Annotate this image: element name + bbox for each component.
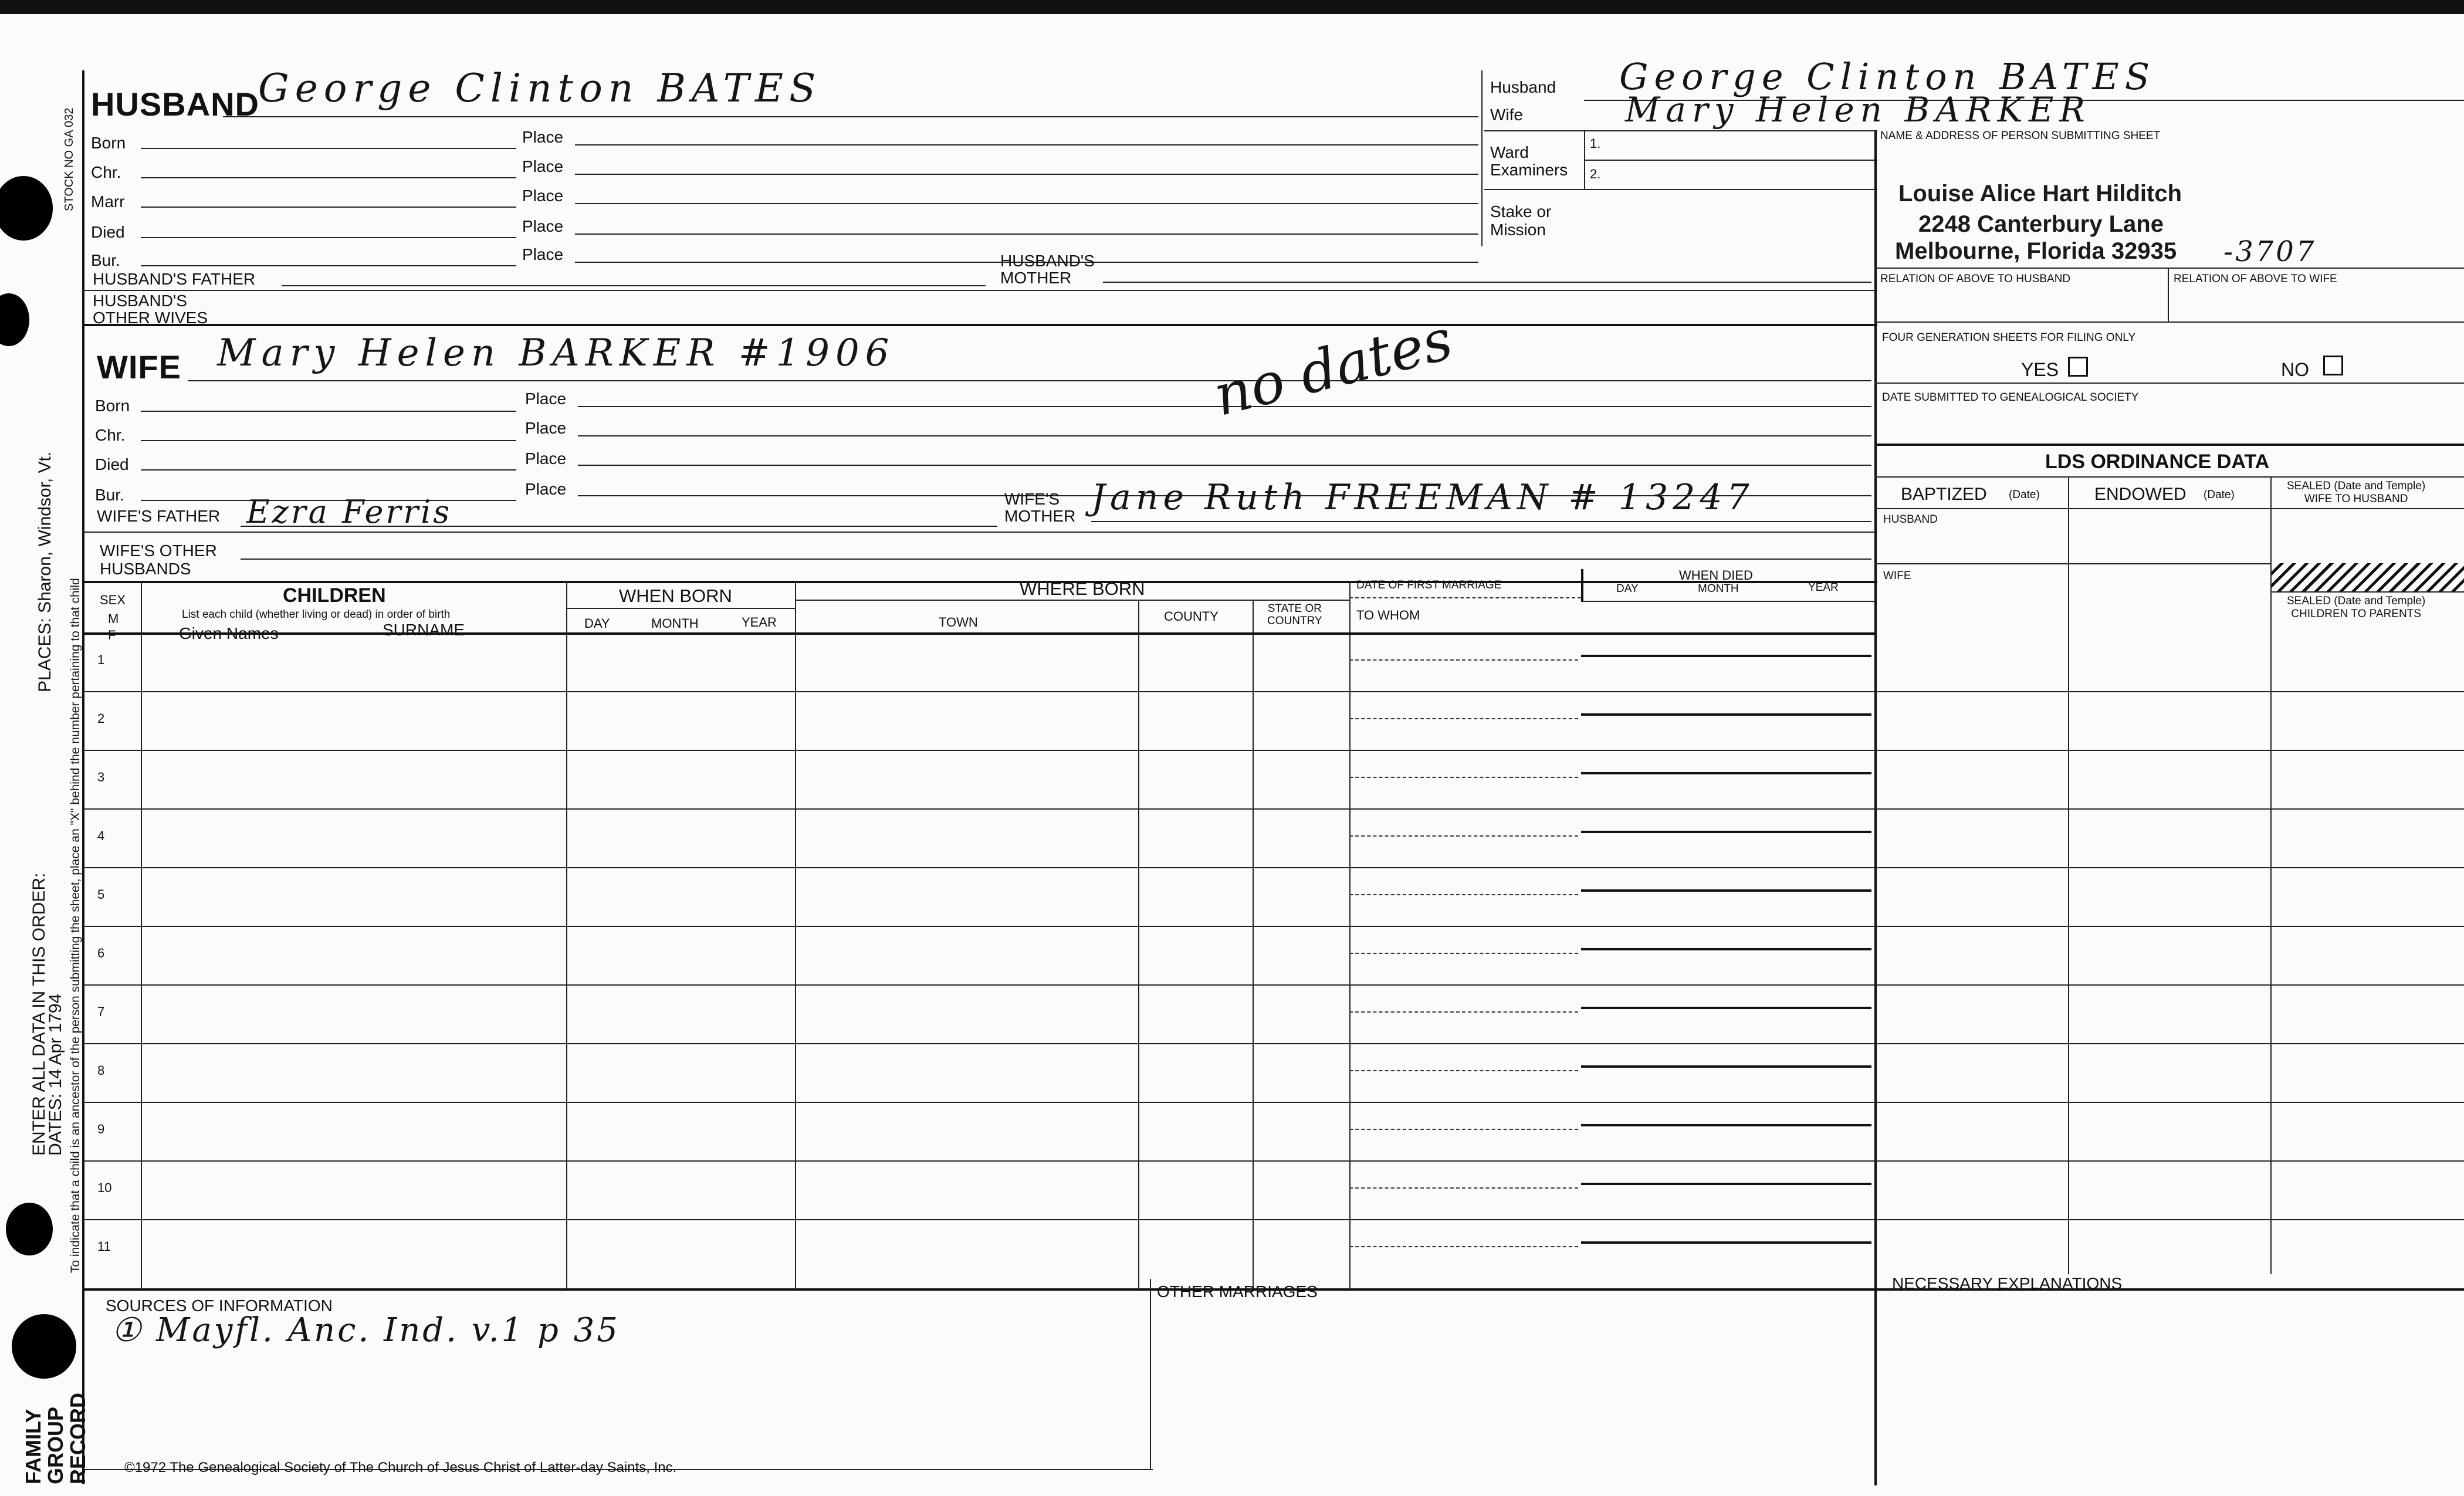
child-row-died-line (1581, 1065, 1871, 1068)
relation-wife-label: RELATION OF ABOVE TO WIFE (2174, 273, 2337, 285)
child-row-died-line (1581, 772, 1871, 774)
header-examiner-divider (1584, 131, 1585, 190)
yes-checkbox[interactable] (2068, 357, 2088, 377)
children-instruction: List each child (whether living or dead) in order of birth (182, 608, 451, 621)
lds-row-line (1874, 1160, 2464, 1162)
child-row-died-line (1581, 1241, 1871, 1244)
header-husband-value: George Clinton BATES (1619, 55, 2156, 98)
lds-row-line (1874, 926, 2464, 927)
husband-name-value: George Clinton BATES (258, 66, 822, 111)
children-header-bottom (82, 632, 1874, 635)
child-row-number: 6 (97, 946, 105, 960)
lds-hatched-box (2272, 563, 2464, 591)
lds-row-line (1874, 1043, 2464, 1044)
header-stake-label: Stake or Mission (1490, 202, 1552, 239)
children-column-divider (566, 581, 567, 1289)
lds-row-line (1874, 750, 2464, 751)
husband-marr-label: Marr (91, 192, 125, 211)
header-wife-line (1484, 130, 1877, 131)
child-row-marriage-dash (1349, 1011, 1578, 1013)
day-label: DAY (584, 616, 610, 631)
where-born-underline (795, 600, 1349, 601)
child-row-marriage-dash (1349, 1187, 1578, 1189)
sex-f-label: F (108, 628, 116, 642)
child-row-number: 1 (97, 652, 105, 667)
lds-row-line (1874, 1102, 2464, 1103)
header-wife-value: Mary Helen BARKER (1625, 90, 2091, 130)
husband-father-bottom-line (82, 290, 1877, 291)
child-row-died-line (1581, 1007, 1871, 1009)
husband-place-label: Place (522, 157, 564, 175)
no-checkbox[interactable] (2323, 356, 2343, 375)
husband-section-bottom (82, 324, 1877, 326)
husband-died-label: Died (91, 223, 125, 241)
wife-mother-value: Jane Ruth FREEMAN # 13247 (1091, 477, 1754, 518)
binder-hole (0, 176, 53, 241)
wife-chr-place-line (578, 435, 1871, 436)
wife-title: WIFE (97, 348, 181, 385)
child-row-died-line (1581, 655, 1871, 657)
dates-instruction: DATES: 14 Apr 1794 (46, 993, 65, 1156)
husband-marr-line (141, 207, 516, 208)
wife-father-value: Ezra Ferris (246, 493, 452, 530)
lds-title-line (1874, 476, 2464, 478)
yes-label: YES (2021, 359, 2059, 380)
wife-chr-line (141, 440, 516, 441)
child-row-number: 10 (97, 1180, 112, 1195)
sex-label: SEX (100, 593, 126, 607)
husband-chr-label: Chr. (91, 163, 121, 181)
lds-baptized-date: (Date) (2009, 489, 2040, 501)
when-born-divider (795, 581, 796, 1289)
lds-row-line (1874, 1219, 2464, 1220)
town-label: TOWN (939, 615, 978, 629)
submitter-name: Louise Alice Hart Hilditch (1898, 181, 2182, 207)
lds-row-line (1874, 808, 2464, 810)
husband-place-label: Place (522, 128, 564, 146)
husband-chr-line (141, 177, 516, 178)
wife-father-label: WIFE'S FATHER (97, 507, 221, 525)
other-marriages-label: OTHER MARRIAGES (1157, 1282, 1318, 1301)
header-ward-label: Ward (1490, 143, 1529, 161)
wife-mother-line (1091, 521, 1871, 522)
wife-place-label: Place (525, 419, 567, 437)
child-row-number: 11 (97, 1239, 111, 1254)
first-marriage-dash (1349, 597, 1581, 598)
when-died-year: YEAR (1808, 581, 1839, 594)
husband-marr-place-line (575, 203, 1478, 204)
sources-value: ① Mayfl. Anc. Ind. v.1 p 35 (111, 1311, 620, 1349)
lds-baptized-label: BAPTIZED (1901, 485, 1987, 504)
wife-born-label: Born (95, 397, 130, 415)
when-died-underline (1581, 601, 1874, 602)
when-born-label: WHEN BORN (619, 585, 732, 606)
child-row-line (82, 1160, 1874, 1162)
relation-divider (2168, 268, 2169, 321)
when-died-label: WHEN DIED (1679, 568, 1753, 583)
child-row-marriage-dash (1349, 953, 1578, 954)
child-row-marriage-dash (1349, 835, 1578, 837)
header-husband-label: Husband (1490, 78, 1556, 96)
sex-m-label: M (108, 611, 119, 626)
no-label: NO (2281, 359, 2309, 380)
husband-father-label: HUSBAND'S FATHER (93, 270, 256, 288)
sources-label: SOURCES OF INFORMATION (106, 1297, 333, 1315)
relation-bottom-line (1874, 321, 2464, 323)
husband-other-wives-label: HUSBAND'S OTHER WIVES (93, 292, 208, 327)
lds-sealed-wh-label: SEALED (Date and Temple) WIFE TO HUSBAND (2287, 480, 2426, 505)
child-row-marriage-dash (1349, 1246, 1578, 1247)
header-examiner-mid-line (1584, 160, 1877, 161)
header-examiners-label: Examiners (1490, 161, 1568, 179)
child-row-marriage-dash (1349, 1129, 1578, 1130)
child-row-number: 8 (97, 1063, 105, 1078)
husband-name-line (223, 116, 1478, 117)
lds-hatched-line (2270, 591, 2464, 593)
lds-row-line (1874, 984, 2464, 986)
husband-bur-label: Bur. (91, 251, 120, 269)
wife-died-label: Died (95, 455, 129, 473)
header-ward-bottom-line (1484, 189, 1877, 190)
child-row-marriage-dash (1349, 894, 1578, 895)
child-row-line (82, 691, 1874, 692)
lds-row-line (1874, 867, 2464, 868)
wife-died-line (141, 469, 516, 471)
header-examiner-2: 2. (1590, 167, 1601, 181)
lds-divider-2 (2270, 476, 2272, 1274)
wife-place-label: Place (525, 449, 567, 468)
husband-chr-place-line (575, 174, 1478, 175)
enter-all-instruction: ENTER ALL DATA IN THIS ORDER: (29, 872, 49, 1156)
wife-section-bottom (82, 581, 1877, 583)
town-divider (1138, 600, 1139, 1289)
wife-other-husbands-label: WIFE'S OTHER HUSBANDS (100, 541, 217, 578)
to-whom-label: TO WHOM (1356, 608, 1420, 622)
child-row-marriage-dash (1349, 1070, 1578, 1071)
children-title: CHILDREN (283, 584, 386, 607)
lds-wife-label: WIFE (1883, 570, 1911, 582)
necessary-explanations-label: NECESSARY EXPLANATIONS (1892, 1274, 2123, 1292)
husband-mother-line (1103, 282, 1871, 283)
header-box-left (1481, 70, 1483, 246)
child-row-number: 9 (97, 1122, 105, 1136)
child-row-number: 7 (97, 1004, 105, 1019)
husband-died-line (141, 237, 516, 238)
child-row-line (82, 750, 1874, 751)
child-row-number: 3 (97, 770, 105, 784)
wife-place-label: Place (525, 390, 567, 408)
binder-hole (6, 1203, 53, 1255)
child-row-died-line (1581, 713, 1871, 716)
husband-bur-line (141, 265, 516, 266)
footer-divider (1150, 1279, 1151, 1470)
copyright: ©1972 The Genealogical Society of The Church of Jesus Christ of Latter-day Saints, Inc. (124, 1460, 677, 1475)
husband-died-place-line (575, 233, 1478, 235)
lds-title: LDS ORDINANCE DATA (2045, 451, 2270, 473)
header-wife-label: Wife (1490, 106, 1523, 124)
husband-title: HUSBAND (91, 86, 259, 123)
submitter-bottom-line (1874, 268, 2464, 269)
child-row-marriage-dash (1349, 659, 1578, 661)
wife-name-line (188, 380, 1871, 381)
surname-label: SURNAME (383, 621, 465, 639)
submitter-street: 2248 Canterbury Lane (1918, 211, 2164, 237)
given-names-label: Given Names (179, 624, 279, 642)
husband-place-label: Place (522, 245, 564, 263)
where-born-label: WHERE BORN (1020, 578, 1145, 599)
county-label: COUNTY (1164, 609, 1219, 624)
lds-endowed-date: (Date) (2204, 489, 2235, 501)
lds-endowed-label: ENDOWED (2094, 485, 2187, 504)
child-row-line (82, 867, 1874, 868)
stock-number: STOCK NO GA 032 (63, 107, 76, 211)
four-gen-bottom-line (1874, 383, 2464, 384)
husband-place-label: Place (522, 187, 564, 205)
child-row-line (82, 1219, 1874, 1220)
child-row-number: 2 (97, 711, 105, 726)
right-column-divider (1874, 130, 1877, 1485)
child-row-number: 4 (97, 828, 105, 843)
top-edge-band (0, 0, 2464, 14)
husband-father-line (282, 285, 986, 286)
when-died-day: DAY (1616, 583, 1639, 595)
form-left-border (82, 70, 84, 1484)
child-row-line (82, 984, 1874, 986)
husband-mother-label: HUSBAND'S MOTHER (1000, 252, 1095, 287)
month-label: MONTH (651, 616, 699, 631)
child-row-died-line (1581, 1183, 1871, 1185)
child-row-died-line (1581, 831, 1871, 833)
wife-mother-label: WIFE'S MOTHER (1004, 490, 1076, 526)
wife-father-line (241, 526, 997, 527)
child-row-number: 5 (97, 887, 105, 902)
date-submitted-bottom-line (1874, 444, 2464, 446)
relation-husband-label: RELATION OF ABOVE TO HUSBAND (1880, 273, 2071, 285)
husband-born-label: Born (91, 134, 126, 152)
wife-chr-label: Chr. (95, 426, 126, 444)
lds-husband-label: HUSBAND (1883, 513, 1938, 526)
child-row-marriage-dash (1349, 718, 1578, 719)
child-row-line (82, 1043, 1874, 1044)
header-examiner-1: 1. (1590, 136, 1601, 151)
county-divider (1253, 600, 1254, 1289)
child-row-line (82, 926, 1874, 927)
wife-name-value: Mary Helen BARKER #1906 (217, 331, 895, 375)
when-died-month: MONTH (1698, 583, 1739, 595)
family-group-record-title: FAMILY GROUP RECORD (21, 1392, 90, 1484)
lds-sealed-cp-label: SEALED (Date and Temple) CHILDREN TO PARENTS (2287, 595, 2426, 620)
submitter-zip-ext: -3707 (2223, 235, 2317, 268)
year-label: YEAR (742, 615, 777, 629)
submitter-city: Melbourne, Florida 32935 (1895, 238, 2177, 264)
when-born-underline (566, 608, 795, 609)
submitter-label: NAME & ADDRESS OF PERSON SUBMITTING SHEET (1880, 130, 2161, 142)
sex-column-divider (141, 581, 142, 1289)
lds-divider-1 (2068, 476, 2069, 1274)
date-submitted-label: DATE SUBMITTED TO GENEALOGICAL SOCIETY (1882, 391, 2139, 404)
wife-bur-label: Bur. (95, 486, 124, 504)
husband-born-place-line (575, 144, 1478, 145)
wife-no-dates-note: no dates (1207, 306, 1459, 429)
places-instruction: PLACES: Sharon, Windsor, Vt. (35, 451, 55, 692)
wife-father-bottom-line (82, 532, 1877, 533)
first-marriage-label: DATE OF FIRST MARRIAGE (1356, 579, 1502, 591)
child-row-line (82, 808, 1874, 810)
child-row-died-line (1581, 1124, 1871, 1126)
child-row-died-line (1581, 948, 1871, 950)
child-row-marriage-dash (1349, 777, 1578, 778)
lds-row-line (1874, 691, 2464, 692)
binder-hole (12, 1314, 76, 1379)
four-generation-label: FOUR GENERATION SHEETS FOR FILING ONLY (1882, 331, 2136, 344)
wife-other-husbands-line (241, 559, 1871, 560)
state-divider (1349, 581, 1351, 1289)
when-died-left-border (1581, 569, 1583, 602)
husband-place-label: Place (522, 217, 564, 235)
binder-hole (0, 293, 29, 346)
state-country-label: STATE OR COUNTRY (1267, 603, 1322, 627)
wife-born-line (141, 411, 516, 412)
wife-died-place-line (578, 465, 1871, 466)
child-row-died-line (1581, 889, 1871, 892)
wife-place-label: Place (525, 480, 567, 498)
indicate-instruction: To indicate that a child is an ancestor of the person submitting the sheet, place an "X" behind the number pertaining to that child (69, 578, 82, 1273)
husband-born-line (141, 148, 516, 149)
child-row-line (82, 1102, 1874, 1103)
lds-header-line (1874, 508, 2464, 509)
